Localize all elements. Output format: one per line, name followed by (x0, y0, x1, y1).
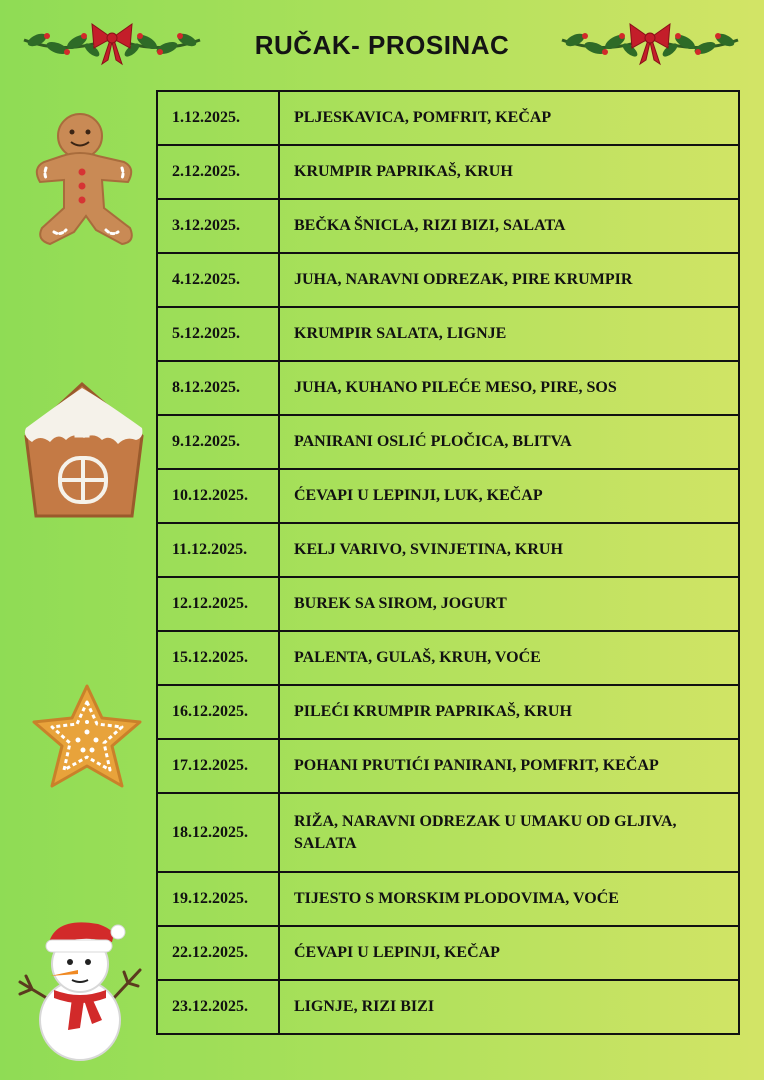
meal-cell: KRUMPIR PAPRIKAŠ, KRUH (279, 145, 739, 199)
date-cell: 23.12.2025. (157, 980, 279, 1034)
table-row (157, 980, 739, 1034)
meal-cell: JUHA, NARAVNI ODREZAK, PIRE KRUMPIR (279, 253, 739, 307)
table-row (157, 199, 739, 253)
meal-cell: JUHA, KUHANO PILEĆE MESO, PIRE, SOS (279, 361, 739, 415)
table-row (157, 469, 739, 523)
table-row (157, 872, 739, 926)
date-cell: 22.12.2025. (157, 926, 279, 980)
table-row (157, 361, 739, 415)
table-row (157, 685, 739, 739)
date-cell: 1.12.2025. (157, 91, 279, 145)
meal-cell: PILEĆI KRUMPIR PAPRIKAŠ, KRUH (279, 685, 739, 739)
date-cell: 12.12.2025. (157, 577, 279, 631)
table-row (157, 631, 739, 685)
meal-cell: ĆEVAPI U LEPINJI, LUK, KEČAP (279, 469, 739, 523)
menu-body (157, 91, 739, 1034)
star-cookie-icon (28, 682, 146, 792)
date-cell: 5.12.2025. (157, 307, 279, 361)
page-title: RUČAK- PROSINAC (254, 30, 510, 60)
date-cell: 4.12.2025. (157, 253, 279, 307)
lunch-menu-table (156, 90, 740, 1035)
meal-cell: BUREK SA SIROM, JOGURT (279, 577, 739, 631)
table-row (157, 926, 739, 980)
date-cell: 3.12.2025. (157, 199, 279, 253)
meal-cell: PANIRANI OSLIĆ PLOČICA, BLITVA (279, 415, 739, 469)
date-cell: 8.12.2025. (157, 361, 279, 415)
table-row (157, 577, 739, 631)
date-cell: 9.12.2025. (157, 415, 279, 469)
table-row (157, 253, 739, 307)
date-cell: 10.12.2025. (157, 469, 279, 523)
table-row (157, 415, 739, 469)
date-cell: 15.12.2025. (157, 631, 279, 685)
date-cell: 19.12.2025. (157, 872, 279, 926)
meal-cell: RIŽA, NARAVNI ODREZAK U UMAKU OD GLJIVA, SALATA (279, 793, 739, 872)
meal-cell: ĆEVAPI U LEPINJI, KEČAP (279, 926, 739, 980)
table-row (157, 793, 739, 872)
meal-cell: KRUMPIR SALATA, LIGNJE (279, 307, 739, 361)
meal-cell: LIGNJE, RIZI BIZI (279, 980, 739, 1034)
date-cell: 11.12.2025. (157, 523, 279, 577)
meal-cell: TIJESTO S MORSKIM PLODOVIMA, VOĆE (279, 872, 739, 926)
date-cell: 16.12.2025. (157, 685, 279, 739)
date-cell: 17.12.2025. (157, 739, 279, 793)
date-cell: 18.12.2025. (157, 793, 279, 872)
date-cell: 2.12.2025. (157, 145, 279, 199)
meal-cell: PALENTA, GULAŠ, KRUH, VOĆE (279, 631, 739, 685)
gingerbread-man-icon (30, 112, 138, 250)
snowman-icon (14, 912, 146, 1062)
table-row (157, 307, 739, 361)
meal-cell: PLJESKAVICA, POMFRIT, KEČAP (279, 91, 739, 145)
table-row (157, 145, 739, 199)
table-row (157, 523, 739, 577)
table-row (157, 91, 739, 145)
gingerbread-house-icon (18, 378, 148, 520)
meal-cell: KELJ VARIVO, SVINJETINA, KRUH (279, 523, 739, 577)
meal-cell: POHANI PRUTIĆI PANIRANI, POMFRIT, KEČAP (279, 739, 739, 793)
meal-cell: BEČKA ŠNICLA, RIZI BIZI, SALATA (279, 199, 739, 253)
table-row (157, 739, 739, 793)
